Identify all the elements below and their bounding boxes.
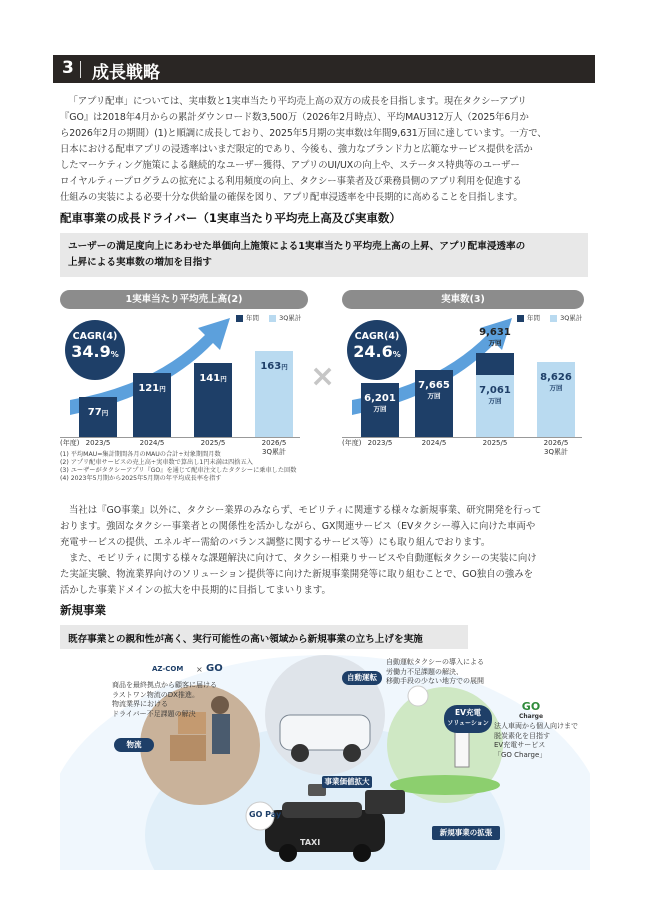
bar-value: 7,665 xyxy=(418,379,450,391)
bar-value: 8,626 xyxy=(540,371,572,383)
bar-unit: 円 xyxy=(159,385,166,394)
cagr-label: CAGR(4) xyxy=(354,331,400,342)
footnote: (3) ユーザーがタクシーアプリ『GO』を通じて配車注文したタクシーに乗車した回数 xyxy=(60,467,297,474)
intro-paragraph xyxy=(60,94,590,206)
desc-line: 「GO Charge」 xyxy=(494,750,547,759)
go-logo: GO xyxy=(206,663,223,674)
x-axis-prefix: (年度) xyxy=(60,439,80,447)
axis-baseline xyxy=(342,437,582,438)
bar-value-label xyxy=(122,383,182,395)
multiply-symbol: × xyxy=(310,359,336,394)
para-line: 当社は『GO事業』以外に、タクシー業界のみならず、モビリティに関連する様々な新規事業、研究開発を行って xyxy=(69,505,542,516)
bar-value-label xyxy=(526,372,586,394)
ev-tag-line: ソリューション xyxy=(447,720,489,727)
legend-q3: 3Q累計 xyxy=(279,314,302,322)
x-tick-part: 2026/5 xyxy=(543,439,569,447)
para-line: また、モビリティに関する様々な課題解決に向けて、タクシー相乗りサービスや自動運転タクシーの実装に向け xyxy=(69,553,537,564)
x-tick-part: 2026/5 xyxy=(261,439,287,447)
footnote: (2) アプリ配車サービスの売上高÷実車数で算出し1円未満は四捨五入 xyxy=(60,459,253,466)
azcom-logo: AZ-COM xyxy=(152,665,184,673)
cagr-badge xyxy=(65,320,125,380)
bar-value-label xyxy=(68,407,128,419)
bar-unit: 万回 xyxy=(427,391,441,400)
legend-q3: 3Q累計 xyxy=(560,314,583,322)
intro-line: ロイヤルティープログラムの拡充による利用頻度の向上、タクシー事業者及び乗務員側のアプリ利用を促進する xyxy=(60,176,522,187)
intro-line: ら2026年2月の期間）(1)と順調に成長しており、2025年5月期の実車数は年間9,631万回に達しています。一方で、 xyxy=(60,128,547,139)
ev-description xyxy=(494,722,578,760)
bar-overlay-label xyxy=(465,385,525,407)
intro-line: 「アプリ配車」については、実車数と1実車当たり平均売上高の双方の成長を目指します。現在タクシーアプリ xyxy=(68,96,527,107)
new-business-box-text: 既存事業との親和性が高く、実行可能性の高い領域から新規事業の立ち上げを実施 xyxy=(68,634,423,645)
intro-line: 日本における配車アプリの浸透率はいまだ限定的であり、今後も、強力なブランド力と広範なサービス提供を活か xyxy=(60,144,533,155)
section-title: 成長戦略 xyxy=(92,63,160,83)
autonomous-description xyxy=(386,658,484,687)
bar-unit: 万回 xyxy=(549,383,563,392)
value-expansion-tag: 事業価値拡大 xyxy=(322,776,372,788)
gocharge-badge xyxy=(408,686,428,706)
ev-tag-line: EV充電 xyxy=(455,708,481,717)
x-tick-label xyxy=(122,439,182,448)
para-line: 充電サービスの提供、エネルギー需給のバランス調整に関するサービス等）にも取り組んでおります。 xyxy=(60,537,491,548)
new-business-paragraph xyxy=(60,503,590,599)
x-tick-part: 2024/5 xyxy=(139,439,165,447)
axis-baseline xyxy=(60,437,300,438)
new-business-expansion-tag: 新規事業の拡張 xyxy=(432,826,500,840)
wheel-icon xyxy=(291,744,309,762)
intro-line: 仕組みの実装による必要十分な供給量の確保を図り、アプリ配車浸透率を中長期的に高めることを目指します。 xyxy=(60,192,523,203)
desc-line: ドライバー不足課題の解決 xyxy=(112,709,196,718)
gocharge-logo-go: GO xyxy=(521,700,541,713)
bar-value: 141 xyxy=(199,372,221,384)
gocharge-logo xyxy=(518,700,544,720)
x-tick-part: 3Q累計 xyxy=(544,448,568,456)
desc-line: 物流業界における xyxy=(112,700,168,708)
cagr-value: 34.9% xyxy=(71,342,119,361)
footnotes xyxy=(60,451,296,483)
green-ground xyxy=(390,775,500,795)
desc-line: 労働力不足課題の解決、 xyxy=(386,667,463,676)
gocharge-logo-sub: Charge xyxy=(518,713,544,720)
bar-value-label xyxy=(350,393,410,415)
desc-line: EV充電サービス xyxy=(494,741,546,749)
footnote: (4) 2023年5月期から2025年5月期の年平均成長率を指す xyxy=(60,475,222,482)
autonomous-tag: 自動運転 xyxy=(342,671,382,685)
person-icon xyxy=(212,714,230,754)
wheel-icon xyxy=(353,844,371,862)
legend-annual: 年間 xyxy=(246,314,259,322)
bar-unit: 円 xyxy=(281,363,288,372)
para-line: おります。強固なタクシー事業者との関係性を活かしながら、GX関連サービス（EVタクシー導入に向けた車両や xyxy=(60,521,536,532)
logistics-tag: 物流 xyxy=(114,738,154,752)
wheel-icon xyxy=(343,744,361,762)
growth-driver-line: ユーザーの満足度向上にあわせた単価向上施策による1実車当たり平均売上高の上昇、アプリ配車浸透率の xyxy=(68,241,526,252)
ev-tag xyxy=(444,705,492,733)
section-number: 3 xyxy=(62,58,74,78)
bar-value-label xyxy=(404,380,464,402)
cagr-unit: % xyxy=(110,350,119,359)
logistics-description xyxy=(112,681,217,719)
x-tick-label xyxy=(465,439,525,448)
para-line: 活かした事業ドメインの拡大を中長期的に目指してまいります。 xyxy=(60,585,331,596)
intro-line: したマーケティング施策による継続的なユーザー獲得、アプリのUI/UXの向上や、ステータス特典等のユーザー xyxy=(60,160,520,171)
bar-unit: 円 xyxy=(101,408,109,417)
chart-title-avg-revenue: 1実車当たり平均売上高(2) xyxy=(60,290,308,309)
legend-annual: 年間 xyxy=(527,314,540,322)
cagr-value: 24.6% xyxy=(353,342,401,361)
cagr-unit: % xyxy=(392,350,401,359)
desc-line: 商品を最終拠点から顧客に届ける xyxy=(112,681,217,689)
bar-value: 77 xyxy=(87,406,102,418)
bar-value: 163 xyxy=(260,361,282,373)
section-divider xyxy=(80,61,81,78)
bar-value: 9,631 xyxy=(479,326,511,338)
cagr-badge xyxy=(347,320,407,380)
bar-value: 121 xyxy=(138,383,160,395)
new-business-heading: 新規事業 xyxy=(60,603,106,617)
growth-driver-line: 上昇による実車数の増加を目指す xyxy=(68,257,212,268)
overlay-value: 7,061 xyxy=(479,385,511,397)
desc-line: 自動運転タクシーの導入による xyxy=(386,658,484,666)
bar-unit: 万回 xyxy=(373,404,387,413)
wheel-icon xyxy=(279,844,297,862)
bar-value-label xyxy=(465,327,525,349)
intro-line: 『GO』は2018年4月からの累計ダウンロード数3,500万（2026年2月時点）、平均MAU312万人（2025年6月か xyxy=(60,112,529,123)
x-axis-prefix: (年度) xyxy=(342,439,362,447)
gopay-logo: GO Pay xyxy=(249,810,282,819)
bar-unit: 万回 xyxy=(488,397,502,406)
box-icon xyxy=(170,735,206,761)
bar-unit: 万回 xyxy=(488,338,502,347)
x-tick-part: 2025/5 xyxy=(482,439,508,447)
terminal-icon xyxy=(365,790,405,814)
desc-line: 法人車両から個人向けまで xyxy=(494,722,578,730)
growth-driver-heading: 配車事業の成長ドライバー（1実車当たり平均売上高及び実車数） xyxy=(60,211,401,225)
x-tick-part: 2023/5 xyxy=(85,439,111,447)
growth-driver-text xyxy=(68,239,583,271)
x-tick-label xyxy=(526,439,586,457)
para-line: た実証実験、物流業界向けのソリューション提供等に向けた新規事業開発等に取り組むことで、GO独自の強みを xyxy=(60,569,533,580)
footnote: (1) 平均MAU=集計期間各月のMAUの合計÷対象期間月数 xyxy=(60,451,221,458)
bar-value-label xyxy=(183,373,243,385)
cagr-label: CAGR(4) xyxy=(72,331,118,342)
taxi-roof xyxy=(282,802,362,818)
desc-line: 脱炭素化を目指す xyxy=(494,731,550,740)
desc-line: ラストワン物流のDX推進。 xyxy=(112,690,199,699)
rides-chart xyxy=(342,300,592,456)
x-tick-label xyxy=(404,439,464,448)
x-tick-part: 2025/5 xyxy=(200,439,226,447)
car-icon xyxy=(280,715,370,750)
chart-title-rides: 実車数(3) xyxy=(342,290,584,309)
x-tick-part: 3Q累計 xyxy=(262,448,286,456)
bar-value: 6,201 xyxy=(364,392,396,404)
bar-value-label xyxy=(244,361,304,373)
taxi-sign: TAXI xyxy=(300,838,321,847)
desc-line: 移動手段の少ない地方での展開 xyxy=(386,677,484,685)
x-tick-label xyxy=(183,439,243,448)
bar-unit: 円 xyxy=(220,374,227,383)
x-tick-part: 2023/5 xyxy=(367,439,393,447)
logo-cross: × xyxy=(196,665,203,674)
x-tick-part: 2024/5 xyxy=(421,439,447,447)
